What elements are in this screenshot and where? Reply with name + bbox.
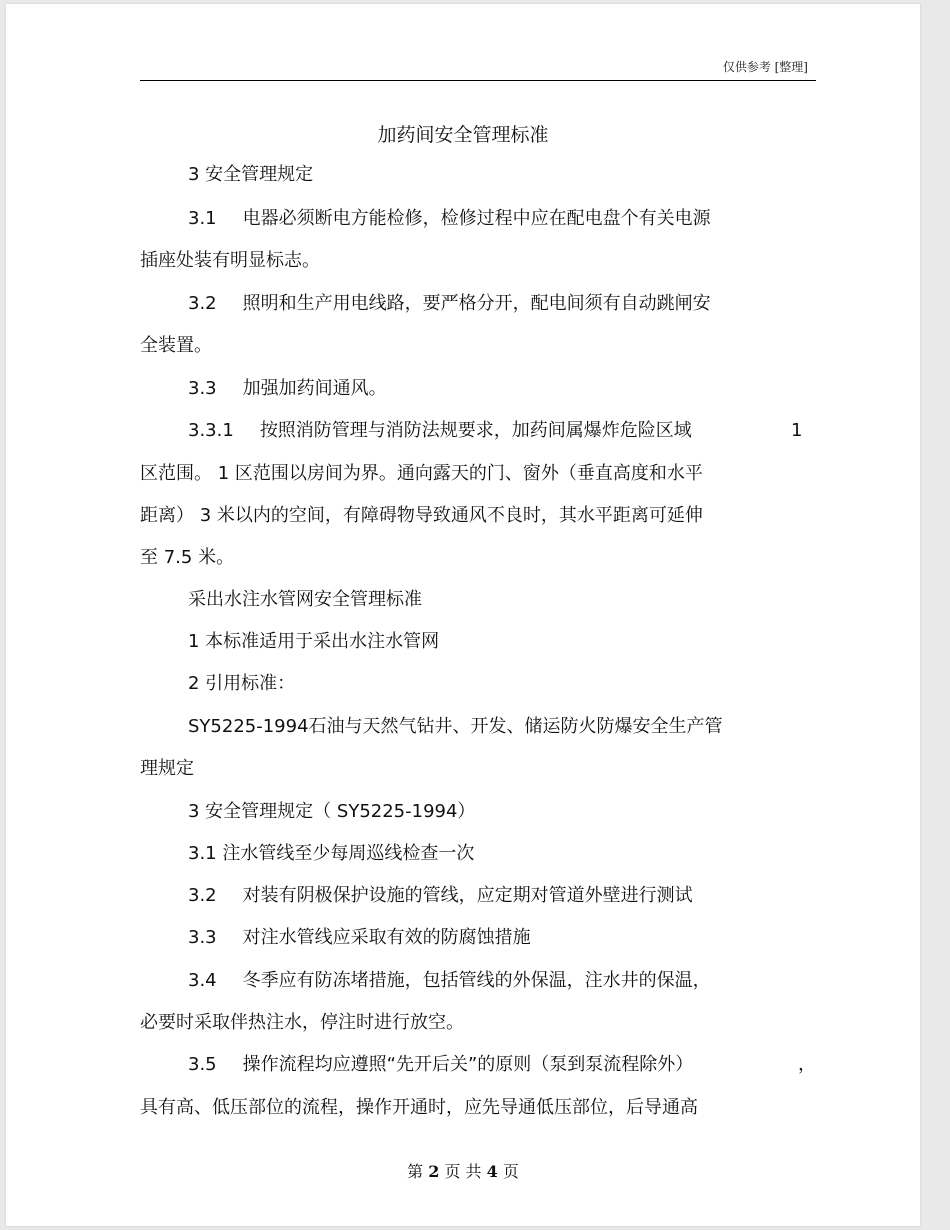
paragraph-line: 区范围。 1 区范围以房间为界。通向露天的门、窗外（垂直高度和水平 bbox=[140, 463, 703, 484]
paragraph-line bbox=[188, 884, 693, 908]
paragraph-line: 2 引用标准： bbox=[188, 673, 296, 694]
clause-number: 3.4 bbox=[188, 970, 217, 991]
document-page bbox=[6, 4, 920, 1226]
paragraph-line: 1 本标准适用于采出水注水管网 bbox=[188, 631, 440, 652]
footer-middle: 页 共 bbox=[444, 1162, 482, 1181]
paragraph-line: SY5225-1994石油与天然气钻井、开发、储运防火防爆安全生产管 bbox=[188, 716, 723, 737]
current-page-number: 2 bbox=[428, 1162, 440, 1181]
trailing-comma: ， bbox=[798, 1054, 816, 1075]
paragraph-line: 距离） 3 米以内的空间，有障碍物导致通风不良时，其水平距离可延伸 bbox=[140, 505, 703, 526]
clause-text: 冬季应有防冻堵措施，包括管线的外保温，注水井的保温， bbox=[242, 970, 711, 991]
header-divider bbox=[140, 80, 816, 81]
paragraph-line bbox=[188, 926, 531, 950]
paragraph-line: 插座处装有明显标志。 bbox=[140, 250, 320, 271]
paragraph-line: 全装置。 bbox=[140, 335, 212, 356]
footer-prefix: 第 bbox=[407, 1162, 424, 1181]
clause-number: 3.1 bbox=[188, 208, 217, 229]
document-title: 加药间安全管理标准 bbox=[377, 124, 549, 146]
paragraph-line: 具有高、低压部位的流程，操作开通时，应先导通低压部位，后导通高 bbox=[140, 1097, 698, 1118]
clause-text: 按照消防管理与消防法规要求，加药间属爆炸危险区域 bbox=[259, 420, 692, 441]
footer-suffix: 页 bbox=[502, 1162, 519, 1181]
trailing-number: 1 bbox=[791, 420, 803, 441]
clause-number: 3.3 bbox=[188, 927, 217, 948]
paragraph-line: 3 安全管理规定 bbox=[188, 164, 314, 185]
clause-text: 对注水管线应采取有效的防腐蚀措施 bbox=[242, 927, 531, 948]
clause-number: 3.2 bbox=[188, 293, 217, 314]
paragraph-line: 理规定 bbox=[140, 758, 194, 779]
paragraph-line bbox=[188, 419, 692, 443]
paragraph-line: 3.1 注水管线至少每周巡线检查一次 bbox=[188, 843, 475, 864]
total-page-number: 4 bbox=[486, 1162, 498, 1181]
clause-number: 3.3 bbox=[188, 378, 217, 399]
paragraph-line: 必要时采取伴热注水，停注时进行放空。 bbox=[140, 1012, 464, 1033]
clause-text: 照明和生产用电线路，要严格分开，配电间须有自动跳闸安 bbox=[242, 293, 711, 314]
paragraph-line: 3 安全管理规定（ SY5225-1994） bbox=[188, 801, 476, 822]
paragraph-line bbox=[188, 1053, 693, 1077]
paragraph-line bbox=[188, 377, 387, 401]
clause-number: 3.2 bbox=[188, 885, 217, 906]
paragraph-line: 至 7.5 米。 bbox=[140, 547, 235, 568]
clause-text: 对装有阴极保护设施的管线，应定期对管道外壁进行测试 bbox=[242, 885, 693, 906]
paragraph-line bbox=[188, 207, 711, 231]
paragraph-line bbox=[188, 292, 711, 316]
page-header: 仅供参考 [整理] bbox=[722, 60, 808, 74]
clause-text: 电器必须断电方能检修，检修过程中应在配电盘个有关电源 bbox=[242, 208, 711, 229]
section-heading: 采出水注水管网安全管理标准 bbox=[188, 589, 422, 610]
clause-number: 3.3.1 bbox=[188, 420, 234, 441]
clause-text: 加强加药间通风。 bbox=[242, 378, 387, 399]
paragraph-line bbox=[188, 969, 711, 993]
clause-text: 操作流程均应遵照“先开后关”的原则（泵到泵流程除外） bbox=[242, 1054, 694, 1075]
clause-number: 3.5 bbox=[188, 1054, 217, 1075]
page-footer bbox=[6, 1159, 920, 1182]
